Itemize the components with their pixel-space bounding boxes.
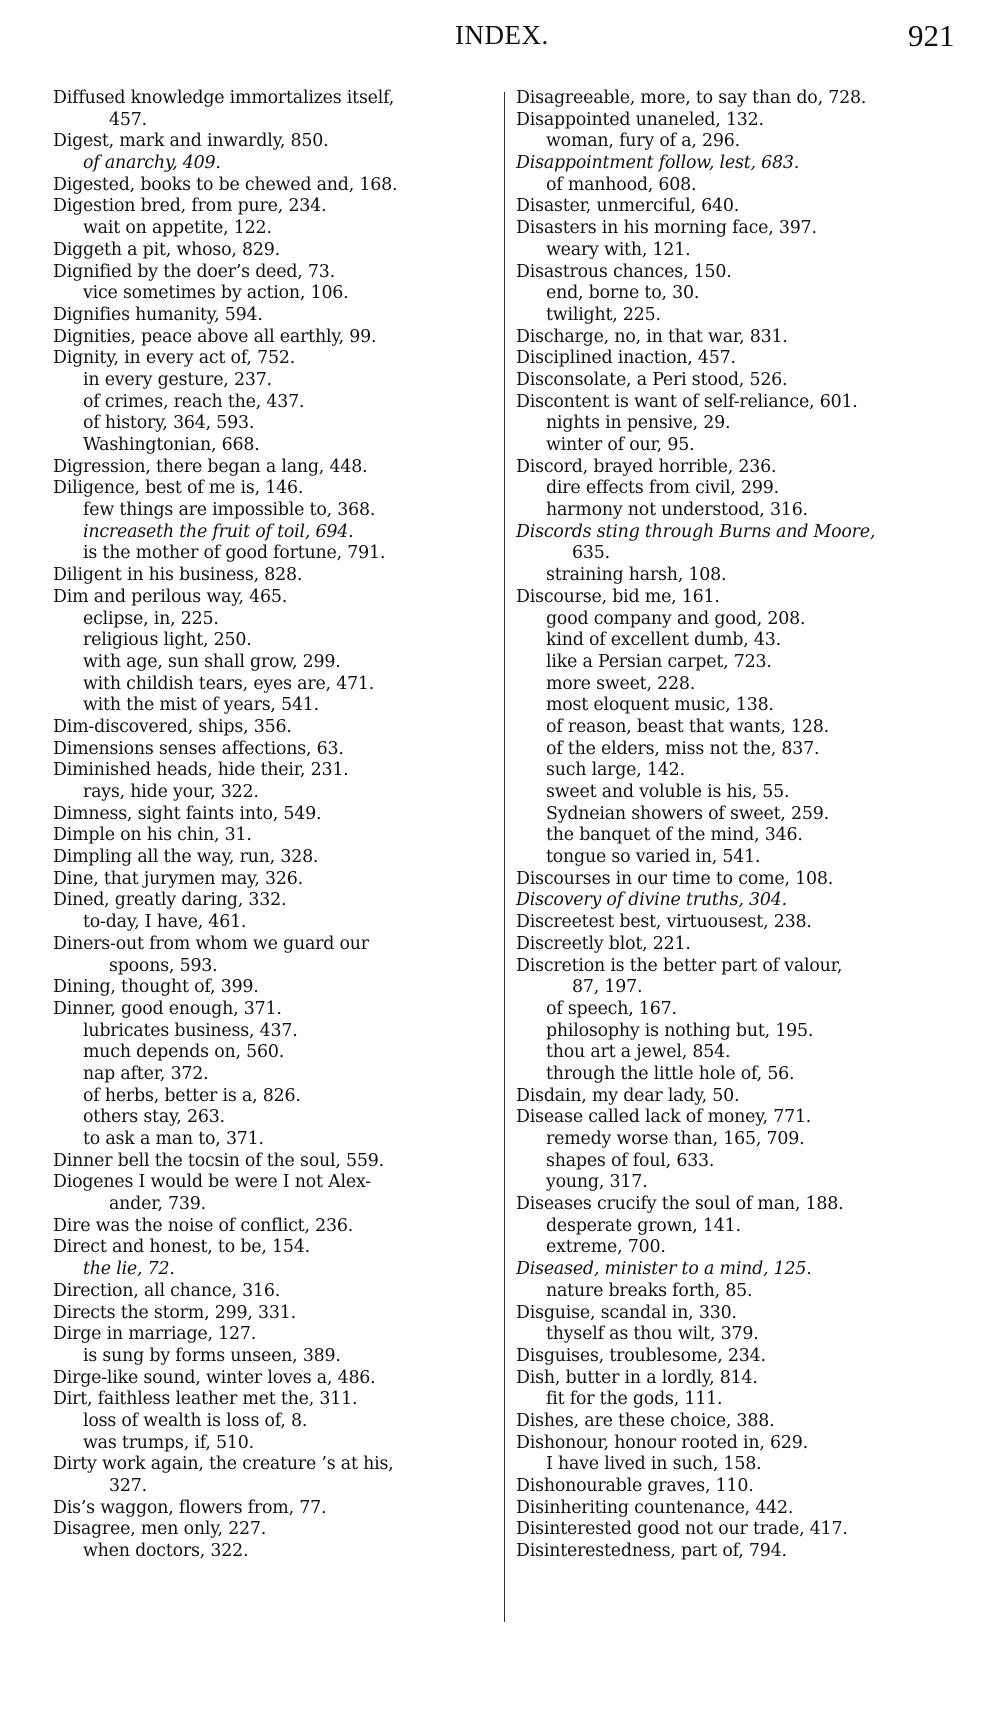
index-entry [516,1433,986,1455]
entry-text: Dining, thought of, 399. [53,977,259,998]
index-entry [53,196,500,218]
entry-text: dire effects from civil, 299. [546,478,779,499]
entry-text: ander, 739. [109,1194,206,1215]
entry-text: Diseased, minister to a mind, 125. [516,1259,812,1280]
index-subentry [53,1129,500,1151]
entry-text: Directs the storm, 299, 331. [53,1302,296,1323]
entry-text: Dignities, peace above all earthly, 99. [53,326,377,347]
index-subentry [516,717,986,739]
index-subentry [516,674,986,696]
entry-text: Digest, mark and inwardly, 850. [53,131,329,152]
entry-text: such large, 142. [546,760,685,781]
index-subentry [516,804,986,826]
index-subentry [516,1324,986,1346]
entry-text: Diners-out from whom we guard our [53,933,369,954]
entry-text: to-day, I have, 461. [83,912,247,933]
entry-text: Discontent is want of self-reliance, 601. [516,391,858,412]
index-subentry [516,1042,986,1064]
index-entry [53,305,500,327]
entry-text: Direct and honest, to be, 154. [53,1237,310,1258]
entry-text: fit for the gods, 111. [546,1389,723,1410]
entry-text: Diligent in his business, 828. [53,565,303,586]
index-subentry [53,370,500,392]
index-subentry [53,522,500,544]
index-subentry [53,435,500,457]
page-header [0,18,1000,58]
entry-text: Discreetest best, virtuousest, 238. [516,912,812,933]
entry-text: Disciplined inaction, 457. [516,348,736,369]
entry-text: winter of our, 95. [546,435,695,455]
index-entry [516,890,986,912]
index-subentry [516,630,986,652]
index-subentry [516,175,986,197]
entry-text: Disagreeable, more, to say than do, 728. [516,88,867,108]
entry-text: of reason, beast that wants, 128. [546,716,829,737]
index-entry [53,739,500,761]
entry-text: Disasters in his morning face, 397. [516,218,817,239]
index-subentry [53,782,500,804]
index-entry [516,110,986,132]
index-subentry [53,630,500,652]
index-entry [516,1476,986,1498]
column-divider [504,92,505,1622]
index-subentry [516,609,986,631]
entry-text: of anarchy, 409. [83,153,221,174]
index-entry [516,912,986,934]
entry-text: Disease called lack of money, 771. [516,1107,812,1128]
entry-text: good company and good, 208. [546,608,806,629]
entry-text: Diminished heads, hide their, 231. [53,760,349,781]
index-subentry [516,1129,986,1151]
index-subentry [53,1541,500,1563]
index-entry [53,1237,500,1259]
index-subentry [516,847,986,869]
index-subentry [516,565,986,587]
index-entry [53,717,500,739]
entry-text: wait on appetite, 122. [83,218,272,239]
entry-text: Dinner, good enough, 371. [53,998,282,1019]
index-entry [53,1303,500,1325]
index-entry [53,478,500,500]
index-subentry [53,1107,500,1129]
entry-text: Discourse, bid me, 161. [516,586,720,607]
index-entry [516,934,986,956]
index-entry [516,1107,986,1129]
entry-text: Disagree, men only, 227. [53,1519,267,1540]
entry-text: Discourses in our time to come, 108. [516,868,834,889]
index-subentry [516,240,986,262]
entry-text: Dim-discovered, ships, 356. [53,716,292,737]
index-entry [53,847,500,869]
index-entry [516,196,986,218]
index-entry [53,1519,500,1541]
index-entry [53,1281,500,1303]
index-subentry [516,435,986,457]
index-entry [53,457,500,479]
entry-text: Dimple on his chin, 31. [53,825,252,846]
entry-text: of herbs, better is a, 826. [83,1085,301,1106]
index-entry [516,1368,986,1390]
entry-text: vice sometimes by action, 106. [83,283,349,304]
index-entry [516,1194,986,1216]
index-entry [53,327,500,349]
index-subentry [53,1346,500,1368]
index-entry [516,1519,986,1541]
index-entry [53,131,500,153]
index-subentry [53,1411,500,1433]
entry-text: spoons, 593. [109,955,218,976]
entry-text: through the little hole of, 56. [546,1063,795,1084]
entry-text: Dim and perilous way, 465. [53,586,288,607]
index-subentry [516,652,986,674]
index-entry [516,1541,986,1563]
entry-text: extreme, 700. [546,1237,666,1258]
index-subentry [516,695,986,717]
entry-text: Dirge-like sound, winter loves a, 486. [53,1367,376,1388]
entry-text: Washingtonian, 668. [83,435,260,455]
index-entry [53,1368,500,1390]
entry-text: Digestion bred, from pure, 234. [53,196,327,217]
entry-text: Discovery of divine truths, 304. [516,890,787,911]
entry-text: desperate grown, 141. [546,1215,741,1236]
entry-text: Diligence, best of me is, 146. [53,478,304,499]
index-entry-continuation [516,543,986,565]
entry-text: Disastrous chances, 150. [516,261,732,282]
entry-text: much depends on, 560. [83,1042,285,1063]
index-subentry [516,825,986,847]
index-entry [53,175,500,197]
entry-text: Dis’s waggon, flowers from, 77. [53,1497,327,1518]
index-subentry [516,999,986,1021]
entry-text: philosophy is nothing but, 195. [546,1020,814,1041]
index-subentry [53,912,500,934]
entry-text: Dignified by the doer’s deed, 73. [53,261,335,282]
index-entry [53,1216,500,1238]
index-subentry [53,1021,500,1043]
index-entry [53,977,500,999]
index-entry [53,760,500,782]
index-subentry [516,1454,986,1476]
index-entry [516,522,986,544]
entry-text: Discord, brayed horrible, 236. [516,456,777,477]
index-entry [516,1259,986,1281]
index-entry [53,869,500,891]
index-entry [516,1086,986,1108]
index-entry-continuation [53,1194,500,1216]
entry-text: nature breaks forth, 85. [546,1280,753,1301]
entry-text: 327. [109,1476,147,1496]
index-subentry [53,283,500,305]
entry-text: Diggeth a pit, whoso, 829. [53,239,280,260]
entry-text: Disappointed unaneled, 132. [516,109,764,130]
index-entry-continuation [516,977,986,999]
index-entry [516,1411,986,1433]
entry-text: Diogenes I would be were I not Alex- [53,1172,371,1193]
entry-text: Dishes, are these choice, 388. [516,1410,775,1431]
entry-text: Disconsolate, a Peri stood, 526. [516,369,788,390]
index-subentry [516,782,986,804]
entry-text: of the elders, miss not the, 837. [546,738,820,759]
entry-text: Dined, greatly daring, 332. [53,890,287,911]
entry-text: Sydneian showers of sweet, 259. [546,803,829,824]
index-entry [53,1151,500,1173]
index-entry [516,218,986,240]
index-subentry [53,1433,500,1455]
index-entry [53,999,500,1021]
entry-text: few things are impossible to, 368. [83,500,376,521]
index-subentry [53,218,500,240]
entry-text: Digested, books to be chewed and, 168. [53,174,398,195]
entry-text: Dish, butter in a lordly, 814. [516,1367,758,1388]
entry-text: Diseases crucify the soul of man, 188. [516,1194,844,1215]
index-entry [53,890,500,912]
index-subentry [53,413,500,435]
entry-text: harmony not understood, 316. [546,500,808,521]
index-subentry [53,153,500,175]
entry-text: religious light, 250. [83,630,252,651]
entry-text: young, 317. [546,1172,648,1193]
entry-text: the lie, 72. [83,1259,175,1280]
index-entry-continuation [53,110,500,132]
index-entry [53,934,500,956]
entry-text: increaseth the fruit of toil, 694. [83,521,354,542]
index-subentry [516,478,986,500]
entry-text: Digression, there began a lang, 448. [53,456,368,477]
entry-text: of manhood, 608. [546,174,697,195]
index-subentry [53,674,500,696]
entry-text: like a Persian carpet, 723. [546,651,772,672]
entry-text: of crimes, reach the, 437. [83,391,305,412]
index-entry [53,262,500,284]
entry-text: woman, fury of a, 296. [546,131,740,152]
entry-text: Dimpling all the way, run, 328. [53,847,319,868]
index-subentry [53,392,500,414]
entry-text: eclipse, in, 225. [83,608,219,629]
index-entry [516,370,986,392]
entry-text: Dine, that jurymen may, 326. [53,868,303,889]
entry-text: loss of wealth is loss of, 8. [83,1410,308,1431]
entry-text: to ask a man to, 371. [83,1129,264,1149]
index-entry [516,1498,986,1520]
entry-text: more sweet, 228. [546,673,696,694]
index-entry [53,825,500,847]
running-head: INDEX. [455,20,549,50]
entry-text: Disguises, troublesome, 234. [516,1345,766,1366]
index-subentry [53,1086,500,1108]
index-entry [53,1498,500,1520]
index-entry [53,1172,500,1194]
index-subentry [516,739,986,761]
index-entry [516,869,986,891]
entry-text: thyself as thou wilt, 379. [546,1324,759,1345]
index-subentry [516,305,986,327]
index-subentry [516,1237,986,1259]
entry-text: others stay, 263. [83,1107,225,1128]
entry-text: weary with, 121. [546,239,691,260]
entry-text: Dirt, faithless leather met the, 311. [53,1389,358,1410]
index-subentry [516,413,986,435]
entry-text: Disappointment follow, lest, 683. [516,153,800,174]
index-subentry [53,1259,500,1281]
index-entry [53,88,500,110]
entry-text: Dimness, sight faints into, 549. [53,803,322,824]
entry-text: Dishonour, honour rooted in, 629. [516,1432,808,1453]
entry-text: shapes of foul, 633. [546,1150,715,1171]
index-entry [53,587,500,609]
entry-text: Diffused knowledge immortalizes itself, [53,88,395,108]
entry-text: sweet and voluble is his, 55. [546,782,790,802]
index-subentry [516,1151,986,1173]
index-entry [516,327,986,349]
entry-text: in every gesture, 237. [83,369,272,390]
index-column-right [516,88,986,1563]
index-entry [53,1454,500,1476]
index-entry [516,88,986,110]
entry-text: Dimensions senses affections, 63. [53,738,344,759]
index-column-left [53,88,500,1563]
index-subentry [53,1042,500,1064]
entry-text: Direction, all chance, 316. [53,1280,281,1301]
entry-text: Dirty work again, the creature ’s at his, [53,1454,394,1475]
index-entry [516,153,986,175]
entry-text: with age, sun shall grow, 299. [83,651,341,672]
index-entry [516,956,986,978]
index-entry [516,1303,986,1325]
index-subentry [516,1389,986,1411]
index-subentry [53,543,500,565]
index-subentry [53,609,500,631]
entry-text: is the mother of good fortune, 791. [83,543,386,564]
entry-text: lubricates business, 437. [83,1020,298,1041]
index-subentry [53,500,500,522]
entry-text: Disdain, my dear lady, 50. [516,1085,740,1106]
index-entry [516,1346,986,1368]
index-entry [53,1324,500,1346]
entry-text: was trumps, if, 510. [83,1432,254,1453]
index-entry [53,565,500,587]
entry-text: Dignifies humanity, 594. [53,304,263,325]
entry-text: straining harsh, 108. [546,565,727,586]
index-subentry [516,1281,986,1303]
entry-text: when doctors, 322. [83,1541,249,1562]
entry-text: 635. [572,543,610,564]
entry-text: Discords sting through Burns and Moore, [516,521,876,542]
index-entry [53,804,500,826]
index-entry [516,457,986,479]
entry-text: Dignity, in every act of, 752. [53,348,296,369]
entry-text: Dirge in marriage, 127. [53,1324,257,1345]
entry-text: with the mist of years, 541. [83,695,320,716]
entry-text: Discreetly blot, 221. [516,933,691,954]
index-entry [516,392,986,414]
entry-text: nap after, 372. [83,1063,209,1084]
index-entry [53,1389,500,1411]
index-subentry [516,131,986,153]
index-entry-continuation [53,956,500,978]
entry-text: Dishonourable graves, 110. [516,1476,754,1496]
index-entry [53,240,500,262]
index-subentry [516,1064,986,1086]
entry-text: Discharge, no, in that war, 831. [516,326,788,347]
entry-text: Disguise, scandal in, 330. [516,1302,737,1323]
index-entry-continuation [53,1476,500,1498]
index-subentry [516,500,986,522]
index-subentry [53,695,500,717]
index-subentry [516,283,986,305]
entry-text: Disinterestedness, part of, 794. [516,1541,787,1562]
entry-text: with childish tears, eyes are, 471. [83,673,375,694]
entry-text: Disaster, unmerciful, 640. [516,196,740,217]
entry-text: 457. [109,109,147,130]
entry-text: Dinner bell the tocsin of the soul, 559. [53,1150,384,1171]
entry-text: twilight, 225. [546,304,661,325]
entry-text: Dire was the noise of conflict, 236. [53,1215,354,1236]
entry-text: end, borne to, 30. [546,283,700,304]
entry-text: remedy worse than, 165, 709. [546,1129,805,1149]
index-subentry [53,652,500,674]
entry-text: nights in pensive, 29. [546,413,731,434]
entry-text: rays, hide your, 322. [83,782,259,802]
entry-text: 87, 197. [572,977,643,998]
page-number: 921 [908,18,955,53]
entry-text: kind of excellent dumb, 43. [546,630,781,651]
entry-text: of history, 364, 593. [83,413,255,434]
entry-text: Disinheriting countenance, 442. [516,1497,794,1518]
entry-text: the banquet of the mind, 346. [546,825,803,846]
index-subentry [53,1064,500,1086]
entry-text: I have lived in such, 158. [546,1454,762,1475]
entry-text: thou art a jewel, 854. [546,1042,731,1063]
index-entry [53,348,500,370]
entry-text: of speech, 167. [546,998,677,1019]
entry-text: is sung by forms unseen, 389. [83,1345,341,1366]
entry-text: tongue so varied in, 541. [546,847,761,868]
index-subentry [516,1021,986,1043]
index-entry [516,262,986,284]
index-subentry [516,1172,986,1194]
entry-text: Discretion is the better part of valour, [516,955,843,976]
index-subentry [516,1216,986,1238]
entry-text: Disinterested good not our trade, 417. [516,1519,848,1540]
index-entry [516,348,986,370]
index-subentry [516,760,986,782]
entry-text: most eloquent music, 138. [546,695,774,716]
index-entry [516,587,986,609]
